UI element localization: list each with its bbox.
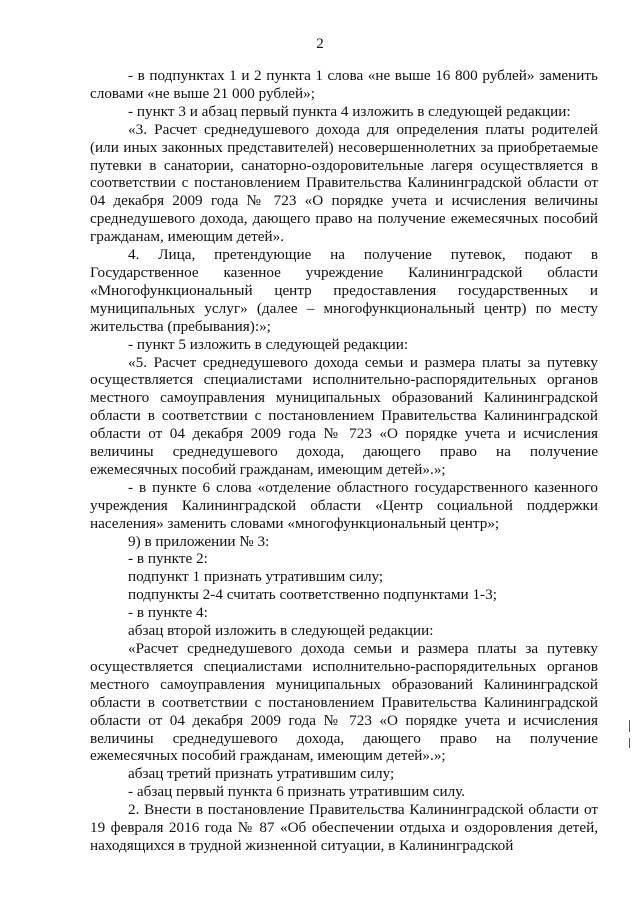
paragraph-17: 2. Внести в постановление Правительства Калининградской области от 19 февраля 2016 года № 87 «Об обеспечении отдыха и оздоровления детей, находящихся в трудной жизненной ситуации, в Калининградской [90,801,598,854]
paragraph-14: «Расчет среднедушевого дохода семьи и размера платы за путевку осуществляется специалистами исполнительно-распорядительных органов местного самоуправления муниципальных образований Калининградской области в соответствии с постановлением Правительства Калининградской области от 04 декабря 2009 года № 723 «О порядке учета и исчисления величины среднедушевого дохода, дающего право на получение ежемесячных пособий гражданам, имеющим детей».»; [90,640,598,765]
paragraph-2: - пункт 3 и абзац первый пункта 4 изложить в следующей редакции: [128,102,571,120]
page-number: 2 [316,36,324,52]
paragraph-6: «5. Расчет среднедушевого дохода семьи и размера платы за путевку осуществляется специалистами исполнительно-распорядительных органов местного самоуправления муниципальных образований Калининградской области в соответствии с постановлением Правительства Калининградской области от 04 декабря 2009 года № 723 «О порядке учета и исчисления величины среднедушевого дохода, дающего право на получение ежемесячных пособий гражданам, имеющим детей».»; [90,353,598,478]
paragraph-9: - в пункте 2: [128,550,208,568]
paragraph-7: - в пункте 6 слова «отделение областного государственного казенного учреждения Калининградской области «Центр социальной поддержки населения» заменить словами «многофункциональный центр»; [90,478,598,532]
paragraph-16: - абзац первый пункта 6 признать утратившим силу. [128,783,466,801]
paragraph-10: подпункт 1 признать утратившим силу; [128,568,384,586]
paragraph-13: абзац второй изложить в следующей редакции: [128,622,434,640]
paragraph-1: - в подпунктах 1 и 2 пункта 1 слова «не выше 16 800 рублей» заменить словами «не выше 21 000 рублей»; [90,67,598,102]
paragraph-15: абзац третий признать утратившим силу; [128,765,395,783]
scan-margin-mark [629,738,630,748]
paragraph-3: «3. Расчет среднедушевого дохода для определения платы родителей (или иных законных представителей) несовершеннолетних за приобретаемые путевки в санатории, санаторно-оздоровительные лагеря осуществляется в соответствии с постановлением Правительства Калининградской области от 04 декабря 2009 года № 723 «О порядке учета и исчисления величины среднедушевого дохода, дающего право на получение ежемесячных пособий гражданам, имеющим детей». [90,120,598,246]
paragraph-4: 4. Лица, претендующие на получение путевок, подают в Государственное казенное учреждение Калининградской области «Многофункциональный центр предоставления государственных и муниципальных услуг» (далее – многофункциональный центр) по месту жительства (пребывания):»; [90,246,598,335]
paragraph-8: 9) в приложении № 3: [128,532,270,550]
document-body [90,67,598,855]
scan-margin-mark [629,720,630,732]
paragraph-11: подпункты 2-4 считать соответственно подпунктами 1-3; [128,586,497,604]
paragraph-5: - пункт 5 изложить в следующей редакции: [128,335,409,353]
paragraph-12: - в пункте 4: [128,604,208,622]
